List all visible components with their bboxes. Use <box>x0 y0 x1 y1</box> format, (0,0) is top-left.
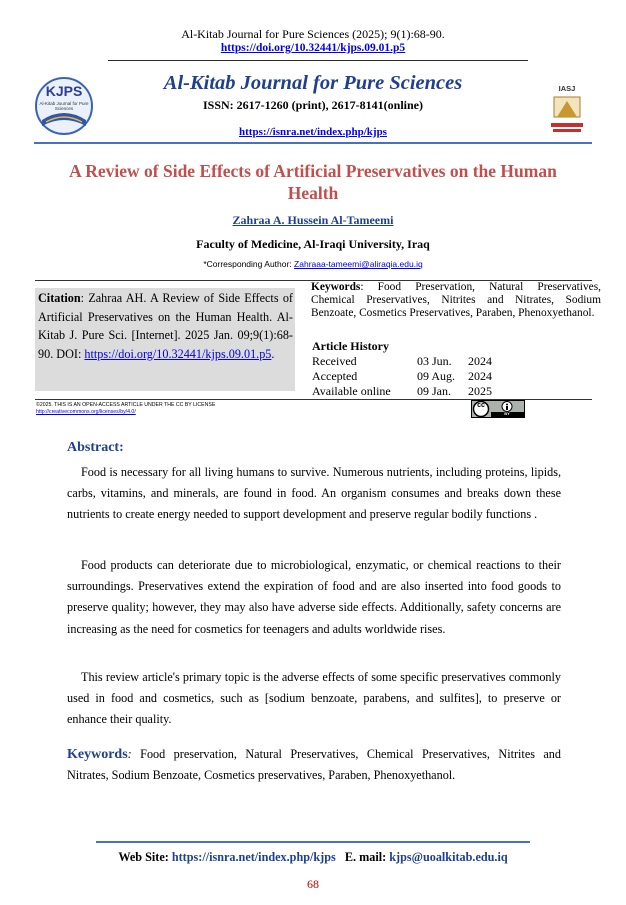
paper-title: A Review of Side Effects of Artificial Preservatives on the Human Health <box>69 161 557 203</box>
article-history-title: Article History <box>312 339 389 353</box>
footer-website-label: Web Site: <box>118 850 172 864</box>
iasj-logo-label: IASJ <box>558 84 576 93</box>
author-name: Zahraa A. Hussein Al-Tameemi <box>232 213 394 227</box>
abstract-paragraph-2 <box>67 555 561 640</box>
corresponding-label: *Corresponding Author: <box>203 259 295 269</box>
corresponding-author <box>0 259 626 269</box>
header-divider <box>108 60 528 61</box>
corresponding-email[interactable]: Zahraaa-tameemi@aliraqia.edu.iq <box>294 259 423 269</box>
cc-badge-label: cc <box>477 402 485 409</box>
license-url[interactable]: http://creativecommons.org/licenses/by/4.0/ <box>36 409 136 415</box>
kjps-logo-sublabel: Al-Kitab Journal for Pure Sciences <box>39 101 89 111</box>
abstract-heading: Abstract: <box>67 440 124 455</box>
issn: ISSN: 2617-1260 (print), 2617-8141(online) <box>202 98 423 112</box>
journal-website-link[interactable]: https://isnra.net/index.php/kjps <box>239 126 387 138</box>
citation-end: . <box>271 346 275 361</box>
abstract-paragraph-1 <box>67 462 561 526</box>
keywords-box <box>311 281 601 320</box>
doi-link-text[interactable]: https://doi.org/10.32441/kjps.09.01.p5 <box>220 42 406 54</box>
keywords-box-label: Keywords <box>311 281 361 293</box>
abstract-paragraph-2-text: Food products can deteriorate due to microbiological, enzymatic, or chemical reactions to their surroundings. Preservatives extend the expiration of food and are also inserted into food goods to preserve quality; however, they may also have adverse side effects. Additionally, safety concerns are increasing as the need for cosmetics for teenagers and adults worldwide rises. <box>67 558 561 636</box>
citation-doi[interactable]: https://doi.org/10.32441/kjps.09.01.p5 <box>84 346 272 361</box>
abstract-keywords-label: Keywords <box>67 747 128 762</box>
history-day: 09 Jan. <box>417 384 451 398</box>
affiliation: Faculty of Medicine, Al-Iraqi University, Iraq <box>196 237 430 251</box>
cc-badge-by: BY <box>504 411 510 416</box>
journal-reference: Al-Kitab Journal for Pure Sciences (2025); 9(1):68-90. <box>181 27 445 41</box>
citation-body: : Zahraa AH. A Review of Side Effects of Artificial Preservatives on the Human Health. Al-Kitab J. Pure Sci. [Internet]. 2025 Jan. 09;9(1):68-90. DOI: <box>38 291 293 361</box>
abstract-keywords-colon: : <box>127 747 132 761</box>
license-statement: ©2025. THIS IS AN OPEN-ACCESS ARTICLE UNDER THE CC BY LICENSE <box>36 402 216 408</box>
journal-name: Al-Kitab Journal for Pure Sciences <box>163 72 463 94</box>
footer-contact <box>0 850 626 865</box>
keywords-box-text: : Food Preservation, Natural Preservatives, Chemical Preservatives, Nitrites and Nitrates, Sodium Benzoate, Cosmetics Preservatives, Paraben, Phenoxyethanol. <box>311 281 601 319</box>
abstract-paragraph-3-text: This review article's primary topic is the adverse effects of some specific preservatives commonly used in food and cosmetics, such as [sodium benzoate, parabens, and sulfites], to preserve or enhance their quality. <box>67 670 561 727</box>
doi-link-top[interactable] <box>0 42 626 54</box>
footer-email[interactable]: kjps@uoalkitab.edu.iq <box>389 850 508 864</box>
history-label: Available online <box>312 384 391 398</box>
page-number: 68 <box>307 877 319 891</box>
footer-divider <box>96 841 530 843</box>
citation-text <box>38 289 293 363</box>
license-note <box>36 402 336 416</box>
history-label: Accepted <box>312 369 358 383</box>
abstract-keywords-text: Food preservation, Natural Preservatives, Chemical Preservatives, Nitrites and Nitrates, Sodium Benzoate, Cosmetics preservatives, Paraben, Phenoxyethanol. <box>67 747 561 783</box>
history-day: 03 Jun. <box>417 354 452 368</box>
history-day: 09 Aug. <box>417 369 456 383</box>
citation-label: Citation <box>38 291 81 305</box>
abstract-paragraph-1-text: Food is necessary for all living humans to survive. Numerous nutrients, including proteins, lipids, carbs, vitamins, and minerals, are found in food. An organism consumes and breaks down these nutrients to create energy needed to support development and preserve regular bodily functions . <box>67 465 561 522</box>
footer-website[interactable]: https://isnra.net/index.php/kjps <box>171 850 336 864</box>
history-year: 2025 <box>468 384 492 398</box>
history-year: 2024 <box>468 354 492 368</box>
abstract-keywords <box>67 744 561 786</box>
history-label: Received <box>312 354 357 368</box>
title-divider <box>34 142 592 144</box>
kjps-logo-label: KJPS <box>45 83 83 99</box>
history-year: 2024 <box>468 369 492 383</box>
footer-email-label: E. mail: <box>335 850 390 864</box>
abstract-paragraph-3 <box>67 667 561 731</box>
journal-website[interactable] <box>0 126 626 138</box>
